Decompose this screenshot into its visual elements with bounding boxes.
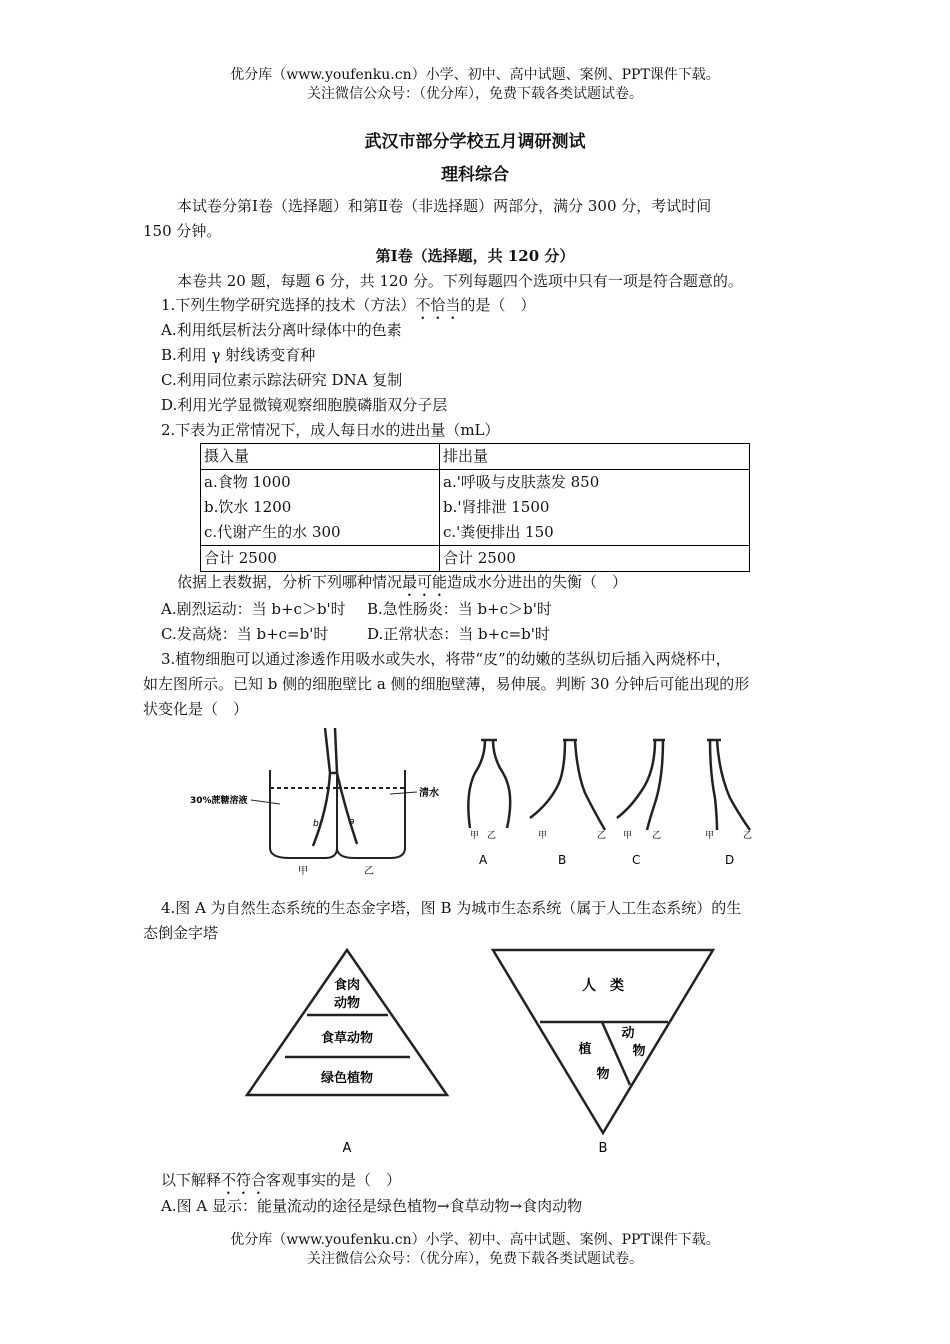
intake-cell: a.食物 1000 b.饮水 1200 c.代谢产生的水 300 [201, 470, 440, 546]
choice-c-yi: 乙 [652, 831, 662, 841]
shape-b [530, 740, 605, 830]
q1-option-d: D.利用光学显微镜观察细胞膜磷脂双分子层 [161, 396, 448, 414]
q4-emphasis: 不符合 [221, 1171, 267, 1189]
pyramid-figure [235, 945, 725, 1160]
choice-d-yi: 乙 [743, 831, 753, 841]
q4-option-a: A.图 A 显示：能量流动的途径是绿色植物→食草动物→食肉动物 [161, 1197, 583, 1215]
pyramid-b-label: B [598, 1141, 608, 1156]
table-row [201, 470, 750, 546]
choice-a-jia: 甲 [470, 831, 480, 841]
choice-b-yi: 乙 [597, 831, 607, 841]
q4-line-2: 态倒金字塔 [143, 924, 219, 942]
label-water: 清水 [419, 788, 439, 799]
pyramid-a-bottom: 绿色植物 [320, 1071, 374, 1086]
pyramid-b-animals-2: 物 [632, 1044, 646, 1059]
q2-option-b: B.急性肠炎：当 b+c＞b'时 [367, 600, 552, 618]
total-intake: 合计 2500 [201, 546, 440, 572]
q1-option-a: A.利用纸层析法分离叶绿体中的色素 [161, 321, 402, 339]
table-header-row [201, 444, 750, 470]
shape-a [468, 740, 510, 828]
output-cell: a.'呼吸与皮肤蒸发 850 b.'肾排泄 1500 c.'粪便排出 150 [440, 470, 750, 546]
q2-option-a: A.剧烈运动：当 b+c＞b'时 [161, 600, 346, 618]
q3-line-1: 3.植物细胞可以通过渗透作用吸水或失水，将带“皮”的幼嫩的茎纵切后插入两烧杯中， [161, 650, 731, 668]
table-header-output: 排出量 [440, 444, 750, 470]
label-jia: 甲 [298, 866, 308, 877]
choice-a-label: A [479, 853, 488, 867]
q3-line-3: 状变化是（ ） [143, 700, 249, 718]
q1-option-c: C.利用同位素示踪法研究 DNA 复制 [161, 371, 403, 389]
footer-line-1: 优分库（www.youfenku.cn）小学、初中、高中试题、案例、PPT课件下载。 [230, 1232, 720, 1248]
q1-emphasis: 不恰当 [415, 296, 461, 314]
choice-c-label: C [632, 853, 641, 867]
pyramid-b-plants-2: 物 [596, 1067, 610, 1082]
shape-c [617, 740, 665, 830]
q2-option-d: D.正常状态：当 b+c=b'时 [367, 625, 550, 643]
q3-line-2: 如左图所示。已知 b 侧的细胞壁比 a 侧的细胞壁薄，易伸展。判断 30 分钟后可能出现的形 [143, 675, 750, 693]
choice-d-label: D [725, 853, 735, 867]
q2-emphasis: 最可能 [402, 573, 448, 591]
label-a-small: a [349, 817, 355, 827]
label-yi: 乙 [364, 866, 374, 877]
intro-line-1: 本试卷分第Ⅰ卷（选择题）和第Ⅱ卷（非选择题）两部分，满分 300 分，考试时间 [177, 197, 712, 215]
label-b-small: b [313, 819, 319, 829]
exam-subtitle: 理科综合 [441, 165, 509, 185]
exam-title: 武汉市部分学校五月调研测试 [364, 132, 586, 152]
q1-option-b: B.利用 γ 射线诱变育种 [161, 346, 316, 364]
q4-followup: 以下解释不符合客观事实的是（ ） [161, 1171, 402, 1189]
beaker-jia [270, 770, 337, 858]
q2-stem: 2.下表为正常情况下，成人每日水的进出量（mL） [161, 421, 500, 439]
osmosis-figure [185, 718, 765, 878]
table-total-row [201, 546, 750, 572]
footer-line-2: 关注微信公众号：（优分库），免费下载各类试题试卷。 [307, 1251, 643, 1267]
q2-followup: 依据上表数据，分析下列哪种情况最可能造成水分进出的失衡（ ） [177, 573, 628, 591]
shape-d [707, 740, 750, 830]
section-instructions: 本卷共 20 题，每题 6 分，共 120 分。下列每题四个选项中只有一项是符合题意的。 [177, 272, 743, 290]
intro-line-2: 150 分钟。 [143, 222, 222, 240]
pyramid-a-top-1: 食肉 [333, 978, 361, 993]
total-output: 合计 2500 [440, 546, 750, 572]
q2-option-c: C.发高烧：当 b+c=b'时 [161, 625, 329, 643]
pyramid-b-top: 人 类 [582, 978, 624, 994]
q1-stem: 1.下列生物学研究选择的技术（方法）不恰当的是（ ） [161, 296, 536, 314]
water-table [200, 443, 750, 572]
choice-c-jia: 甲 [623, 831, 633, 841]
section-heading: 第Ⅰ卷（选择题，共 120 分） [375, 247, 575, 265]
pyramid-a-middle: 食草动物 [320, 1031, 374, 1046]
pyramid-a-top-2: 动物 [333, 996, 361, 1011]
pyramid-a-label: A [342, 1141, 352, 1156]
choice-b-jia: 甲 [538, 831, 548, 841]
choice-b-label: B [558, 853, 567, 867]
choice-d-jia: 甲 [705, 831, 715, 841]
header-line-2: 关注微信公众号：（优分库），免费下载各类试题试卷。 [307, 86, 643, 102]
label-sucrose: 30%蔗糖溶液 [190, 796, 248, 806]
table-header-intake: 摄入量 [201, 444, 440, 470]
choice-a-yi: 乙 [487, 831, 497, 841]
pyramid-b-animals-1: 动 [621, 1026, 635, 1041]
header-line-1: 优分库（www.youfenku.cn）小学、初中、高中试题、案例、PPT课件下载。 [230, 67, 720, 83]
q4-line-1: 4.图 A 为自然生态系统的生态金字塔，图 B 为城市生态系统（属于人工生态系统）的生 [161, 899, 742, 917]
pyramid-b-plants-1: 植 [578, 1042, 592, 1057]
